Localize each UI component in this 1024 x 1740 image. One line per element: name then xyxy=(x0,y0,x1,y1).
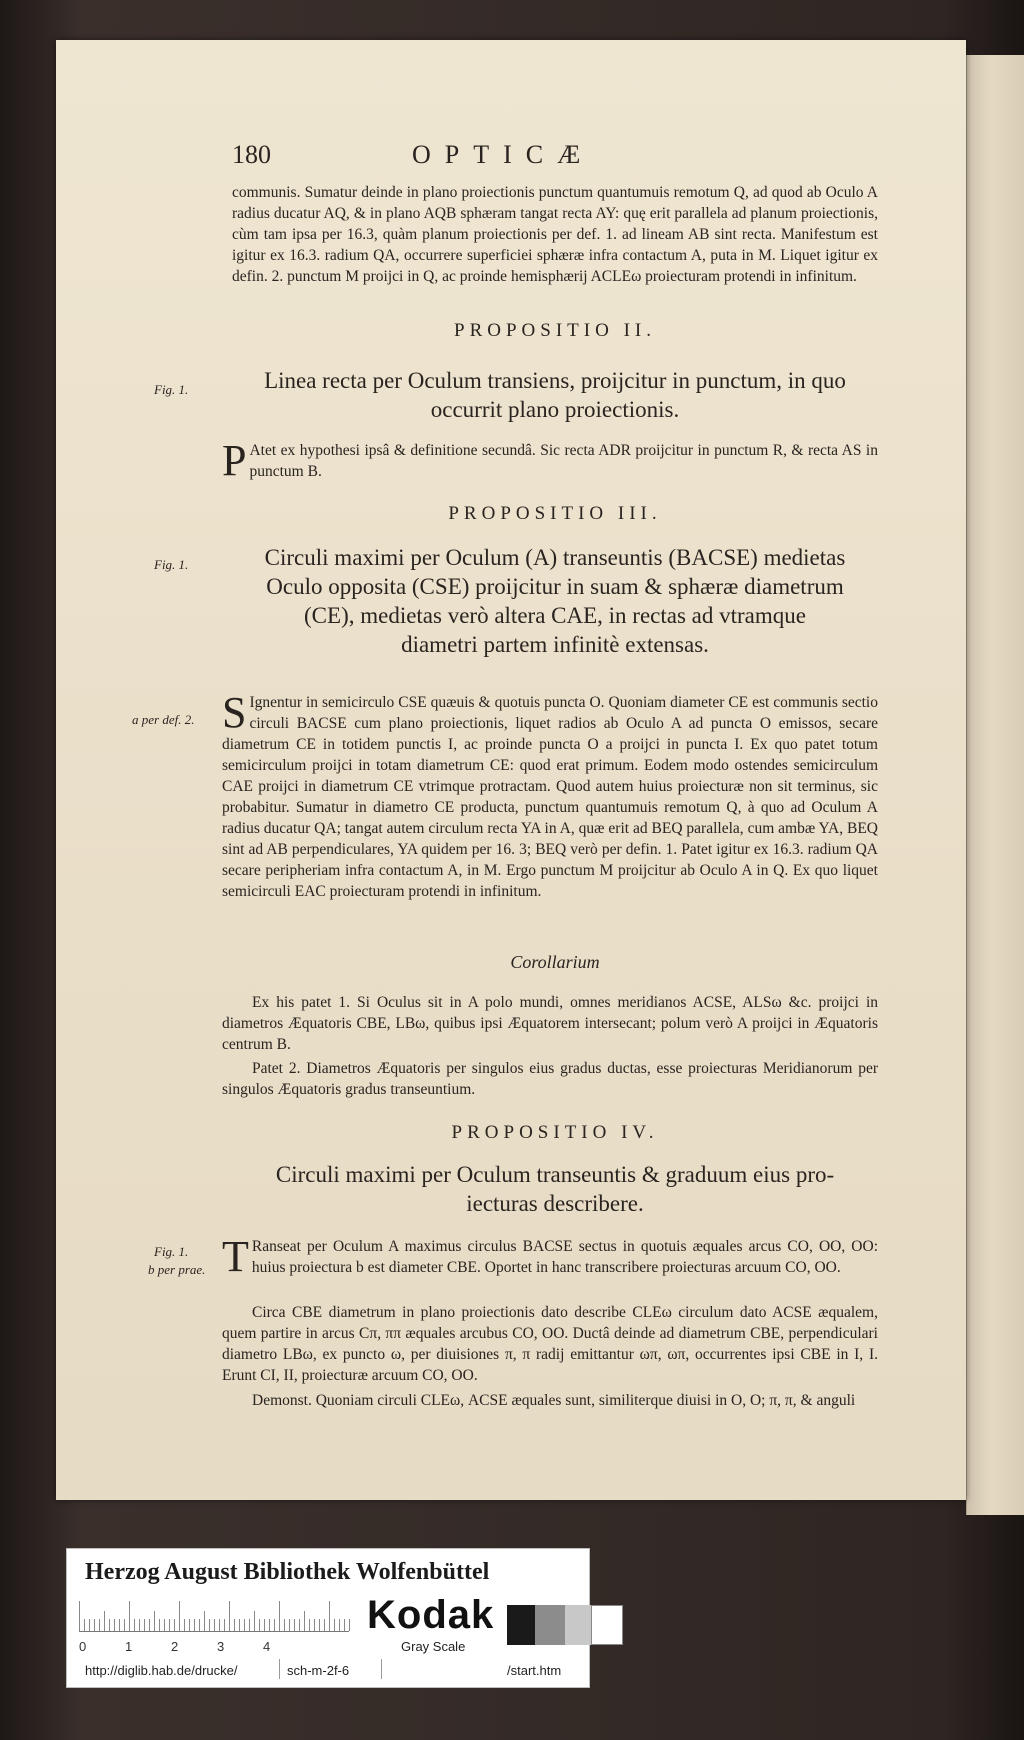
proof-prop4 xyxy=(222,1232,878,1281)
proof-text: Atet ex hypothesi ipsâ & definitione secundâ. Sic recta ADR proijcitur in punctum R, & recta AS in punctum B. xyxy=(249,442,878,480)
ruler-tick xyxy=(289,1619,290,1631)
ruler-tick xyxy=(99,1619,100,1631)
enunciation-line: (CE), medietas verò altera CAE, in rectas ad vtramque xyxy=(304,603,806,628)
ruler-tick xyxy=(229,1601,230,1631)
scale-ruler xyxy=(79,1597,349,1632)
enunciation-prop4 xyxy=(222,1160,888,1218)
ruler-tick xyxy=(214,1619,215,1631)
ruler-tick xyxy=(104,1611,105,1631)
ruler-tick xyxy=(129,1601,130,1631)
ruler-tick xyxy=(199,1619,200,1631)
proof-text: Ignentur in semicirculo CSE quæuis & quotuis puncta O. Quoniam diameter CE est communis sectio circuli BACSE cum plano proiectionis, liquet radios ab Oculo A ad puncta O emissos, secare diametrum CE in totidem punctis I, ac proinde puncta O a proijci in puncta I. Ex quo patet totum semicirculum proijci in totam diametrum CE: quod erat primum. Eodem modo ostendes semicirculum CAE proijci in diametrum CE vtrimque protractam. Quod autem huius proiecturæ non sit terminus, sic probabitur. Sumatur in diametro CE producta, punctum quantumuis remotum Q, à quo ad Oculum A radius ducatur QA; tangat autem circulum recta YA in A, quæ erit ad BEQ parallela, cum ambæ YA, BEQ sint ad AB perpendiculares, YA quidem per 16. 3; BEQ verò per defin. 1. Patet igitur ex 16.3. radium QA secare peripheriam infra contactum A, in M. Ergo punctum M proijcitur ab Oculo A in Q. Ex quo liquet semicirculi EAC proiecturam protendi in infinitum. xyxy=(222,694,878,900)
ruler-tick xyxy=(299,1619,300,1631)
ruler-tick xyxy=(79,1601,80,1631)
margin-note-fig: Fig. 1. xyxy=(154,382,189,397)
ruler-tick xyxy=(124,1619,125,1631)
gray-swatch xyxy=(565,1605,591,1645)
proof-prop2 xyxy=(222,436,878,485)
ruler-tick xyxy=(244,1619,245,1631)
paragraph-continuation: communis. Sumatur deinde in plano proiectionis punctum quantumuis remotum Q, ad quod ab Oculo A radius ducatur AQ, & in plano AQB sphæram tangat recta AY: quę erit parallela ad planum proiectionis, cùm tam ipsa per 16.3, quàm planum proiectionis per def. 1. ad lineam AB sint recta. Manifestum est igitur ex 16.3. radium QA, occurrere superficiei sphæræ infra contactum A, puta in M. Liquet igitur ex defin. 2. punctum M proijci in Q, ac proinde hemisphærij ACLEω proiecturam protendi in infinitum. xyxy=(232,184,878,285)
corollary-1: Ex his patet 1. Si Oculus sit in A polo mundi, omnes meridianos ACSE, ALSω &c. proijci in diametros Æquatoris CBE, LBω, quibus ipsi Æquatorem intersecant; polum verò A proijci in Æquatoris centrum B. xyxy=(222,994,878,1053)
ruler-tick xyxy=(189,1619,190,1631)
ruler-tick xyxy=(284,1619,285,1631)
ruler-tick xyxy=(224,1619,225,1631)
enunciation-line: iecturas describere. xyxy=(466,1191,644,1216)
enunciation-prop3 xyxy=(222,543,888,659)
url-separator xyxy=(279,1659,280,1679)
ruler-tick xyxy=(254,1611,255,1631)
drop-capital: P xyxy=(222,436,247,485)
ruler-tick xyxy=(349,1619,350,1631)
kodak-logo: Kodak xyxy=(367,1593,495,1637)
page-header xyxy=(232,140,892,180)
ruler-label: 1 xyxy=(125,1639,133,1654)
enunciation-line: Circuli maximi per Oculum (A) transeuntis (BACSE) medietas xyxy=(264,545,846,570)
running-title: OPTICÆ xyxy=(412,140,595,169)
margin-note-fig: Fig. 1. xyxy=(154,1244,189,1259)
gray-swatch xyxy=(507,1605,535,1645)
gray-swatch xyxy=(591,1605,623,1645)
ruler-tick xyxy=(234,1619,235,1631)
demonstration-paragraph: Demonst. Quoniam circuli CLEω, ACSE æquales sunt, similiterque diuisi in O, O; π, π, & anguli xyxy=(252,1392,856,1409)
enunciation-line: diametri partem infinitè extensas. xyxy=(401,632,709,657)
ruler-tick xyxy=(194,1619,195,1631)
ruler-tick xyxy=(324,1619,325,1631)
construction-paragraph: Circa CBE diametrum in plano proiectionis dato describe CLEω circulum dato ACSE æqualem, quem partire in arcus Cπ, ππ æquales arcubus CO, OO. Ductâ deinde ad diametrum CBE, perpendiculari diametro LBω, ex puncto ω, per diuisiones π, π radij emittantur ωπ, ωπ, occurrentes ipsi CBE in I, I. Erunt CI, II, proiecturæ arcuum CO, OO. xyxy=(222,1304,878,1384)
url-separator xyxy=(381,1659,382,1679)
ruler-label: 0 xyxy=(79,1639,87,1654)
ruler-label: 2 xyxy=(171,1639,179,1654)
ruler-tick xyxy=(169,1619,170,1631)
heading-propositio-2: PROPOSITIO II. xyxy=(454,320,656,341)
ruler-tick xyxy=(144,1619,145,1631)
ruler-tick xyxy=(264,1619,265,1631)
ruler-tick xyxy=(329,1601,330,1631)
ruler-label: 4 xyxy=(263,1639,271,1654)
ruler-tick xyxy=(269,1619,270,1631)
enunciation-line: Linea recta per Oculum transiens, proijcitur in punctum, in quo xyxy=(264,368,846,393)
ruler-tick xyxy=(279,1601,280,1631)
ruler-tick xyxy=(159,1619,160,1631)
ruler-tick xyxy=(209,1619,210,1631)
ruler-tick xyxy=(319,1619,320,1631)
ruler-tick xyxy=(219,1619,220,1631)
ruler-tick xyxy=(179,1601,180,1631)
ruler-tick xyxy=(109,1619,110,1631)
ruler-tick xyxy=(184,1619,185,1631)
ruler-tick xyxy=(344,1619,345,1631)
heading-propositio-4: PROPOSITIO IV. xyxy=(451,1122,659,1143)
corollary-2: Patet 2. Diametros Æquatoris per singulos eius gradus ductas, esse proiecturas Meridianorum per singulos Æquatoris gradus transeuntium. xyxy=(222,1060,878,1098)
proof-text: Ranseat per Oculum A maximus circulus BACSE sectus in quotuis æquales arcus CO, OO, OO: huius proiectura b est diameter CBE. Oportet in hanc transcribere proiecturas arcuum CO, OO. xyxy=(251,1238,878,1276)
margin-note-reference: a per def. 2. xyxy=(132,712,195,727)
drop-capital: T xyxy=(222,1232,249,1281)
enunciation-line: occurrit plano proiectionis. xyxy=(430,397,680,422)
ruler-tick xyxy=(249,1619,250,1631)
ruler-tick xyxy=(259,1619,260,1631)
ruler-tick xyxy=(164,1619,165,1631)
ruler-tick xyxy=(134,1619,135,1631)
ruler-tick xyxy=(274,1619,275,1631)
url-part: http://diglib.hab.de/drucke/ xyxy=(85,1663,238,1678)
enunciation-line: Oculo opposita (CSE) proijcitur in suam & sphæræ diametrum xyxy=(266,574,844,599)
proof-prop3 xyxy=(222,688,878,902)
ruler-tick xyxy=(139,1619,140,1631)
ruler-tick xyxy=(174,1619,175,1631)
ruler-tick xyxy=(149,1619,150,1631)
url-part: sch-m-2f-6 xyxy=(287,1663,350,1678)
ruler-tick xyxy=(239,1619,240,1631)
ruler-tick xyxy=(204,1611,205,1631)
enunciation-prop2 xyxy=(222,366,888,424)
facing-page-edge xyxy=(966,55,1024,1515)
enunciation-line: Circuli maximi per Oculum transeuntis & graduum eius pro- xyxy=(275,1162,835,1187)
ruler-tick xyxy=(84,1619,85,1631)
gray-swatch xyxy=(535,1605,565,1645)
drop-capital: S xyxy=(222,688,247,737)
gray-scale-label: Gray Scale xyxy=(401,1639,466,1654)
ruler-label: 3 xyxy=(217,1639,225,1654)
ruler-tick xyxy=(89,1619,90,1631)
library-target-strip xyxy=(66,1548,590,1688)
ruler-tick xyxy=(314,1619,315,1631)
ruler-tick xyxy=(94,1619,95,1631)
ruler-tick xyxy=(309,1619,310,1631)
ruler-tick xyxy=(114,1619,115,1631)
ruler-tick xyxy=(339,1619,340,1631)
ruler-tick xyxy=(119,1619,120,1631)
ruler-tick xyxy=(294,1619,295,1631)
url-part: /start.htm xyxy=(507,1663,562,1678)
ruler-tick xyxy=(334,1619,335,1631)
page-number: 180 xyxy=(232,140,271,169)
gray-scale-swatches xyxy=(507,1605,629,1645)
margin-note-reference: b per prae. xyxy=(148,1262,206,1277)
ruler-tick xyxy=(154,1611,155,1631)
library-name: Herzog August Bibliothek Wolfenbüttel xyxy=(85,1559,490,1585)
margin-note-fig: Fig. 1. xyxy=(154,557,189,572)
heading-propositio-3: PROPOSITIO III. xyxy=(448,503,662,524)
ruler-tick xyxy=(304,1611,305,1631)
heading-corollarium: Corollarium xyxy=(510,952,600,972)
